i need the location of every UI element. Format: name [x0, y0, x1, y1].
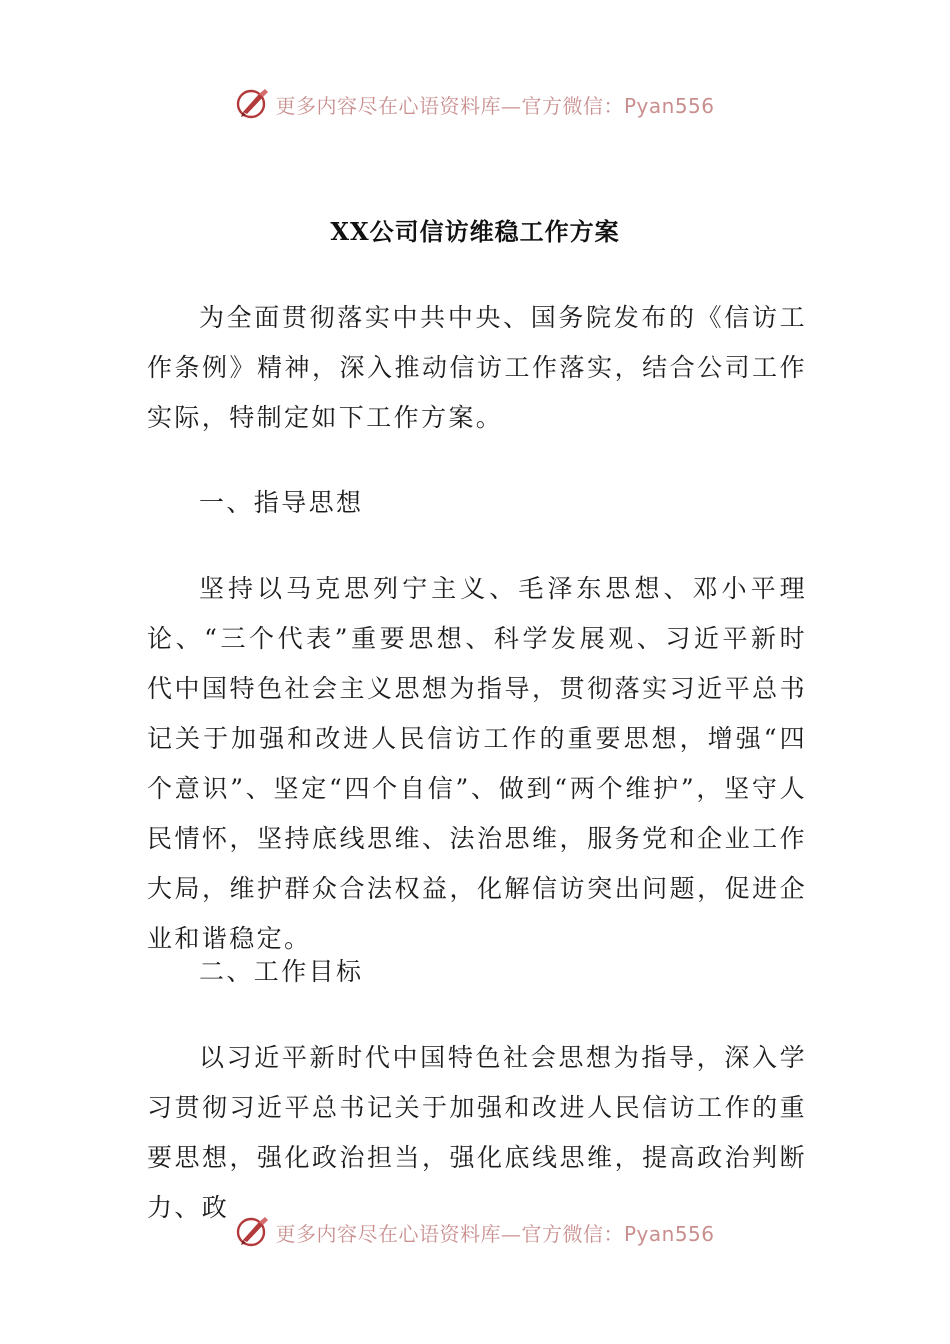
- footer-banner: [0, 1210, 950, 1254]
- banner-slogan: 更多内容尽在心语资料库—官方微信：: [275, 93, 624, 118]
- pen-logo-icon: [235, 86, 271, 122]
- banner-text: [275, 90, 714, 119]
- banner-text: [275, 1218, 714, 1247]
- banner-wechat-id: Pyan556: [623, 1221, 715, 1246]
- banner-slogan: 更多内容尽在心语资料库—官方微信：: [275, 1221, 624, 1246]
- document-title: XX公司信访维稳工作方案: [330, 217, 620, 246]
- header-banner: [0, 82, 950, 126]
- intro-paragraph: 为全面贯彻落实中共中央、国务院发布的《信访工作条例》精神，深入推动信访工作落实，结合公司工作实际，特制定如下工作方案。: [147, 303, 807, 432]
- section-work-goals-body: 以习近平新时代中国特色社会思想为指导，深入学习贯彻习近平总书记关于加强和改进人民信访工作的重要思想，强化政治担当，强化底线思维，提高政治判断力、政: [147, 1043, 807, 1222]
- section-heading-work-goals: 二、工作目标: [199, 957, 364, 986]
- section-guiding-ideology-body: 坚持以马克思列宁主义、毛泽东思想、邓小平理论、“三个代表”重要思想、科学发展观、习近平新时代中国特色社会主义思想为指导，贯彻落实习近平总书记关于加强和改进人民信访工作的重要思想，增强“四个意识”、坚定“四个自信”、做到“两个维护”，坚守人民情怀，坚持底线思维、法治思维，服务党和企业工作大局，维护群众合法权益，化解信访突出问题，促进企业和谐稳定。: [147, 574, 807, 953]
- pen-logo-icon: [235, 1214, 271, 1250]
- section-heading-guiding-ideology: 一、指导思想: [199, 488, 364, 517]
- banner-wechat-id: Pyan556: [623, 93, 715, 118]
